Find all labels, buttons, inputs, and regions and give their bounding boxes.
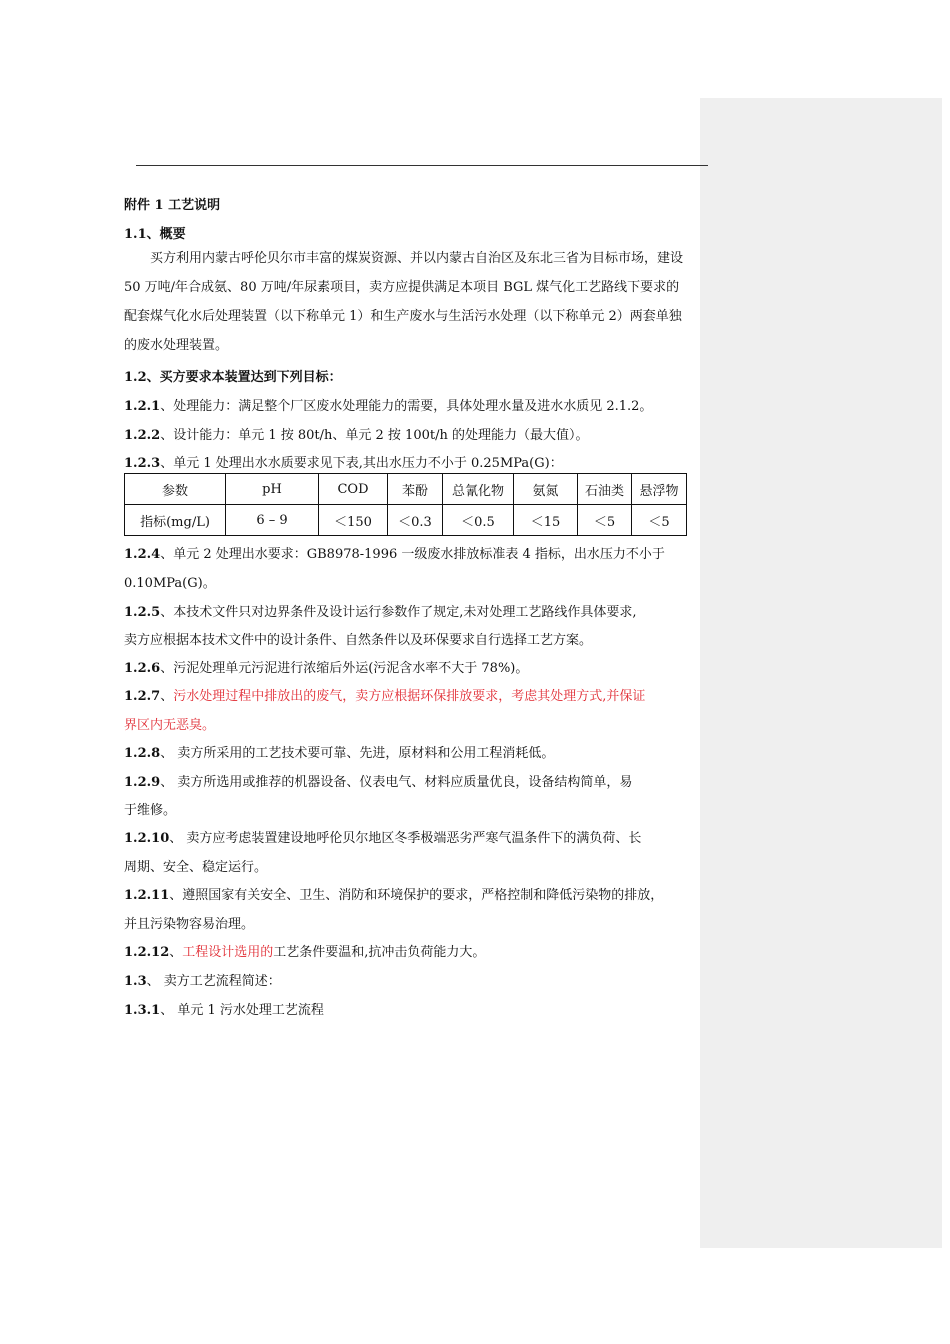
table-header-cell: 石油类 — [578, 474, 632, 505]
item-number: 1.2.12 — [124, 945, 170, 960]
item-number: 1.2.6 — [124, 661, 161, 676]
table-header-cell: 苯酚 — [388, 474, 443, 505]
table-cell: ＜15 — [514, 505, 578, 536]
section-1-3-1 — [124, 999, 324, 1018]
item-1-2-5-cont: 卖方应根据本技术文件中的设计条件、自然条件以及环保要求自行选择工艺方案。 — [124, 633, 593, 648]
item-1-2-11-cont: 并且污染物容易治理。 — [124, 917, 255, 932]
item-1-2-7-cont: 界区内无恶臭。 — [124, 718, 216, 733]
table-header-cell: 氨氮 — [514, 474, 578, 505]
table-header-cell: 悬浮物 — [632, 474, 687, 505]
table-header-cell: 参数 — [125, 474, 226, 505]
item-text: 、处理能力：满足整个厂区废水处理能力的需要，具体处理水量及进水水质见 2.1.2。 — [160, 399, 653, 414]
item-1-2-4-cont: 0.10MPa(G)。 — [124, 576, 216, 591]
item-number: 1.2.9 — [124, 775, 161, 790]
item-text: 工艺条件要温和,抗冲击负荷能力大。 — [273, 945, 486, 960]
section-number: 1.3 — [124, 974, 147, 989]
item-separator: 、 — [169, 945, 183, 960]
table-header-cell: 总氰化物 — [443, 474, 514, 505]
table-cell: ＜5 — [578, 505, 632, 536]
item-1-2-8 — [124, 742, 554, 761]
item-text: 、设计能力：单元 1 按 80t/h、单元 2 按 100t/h 的处理能力（最大值）。 — [160, 428, 589, 443]
table-cell: 6 – 9 — [226, 505, 319, 536]
section-1-3 — [124, 970, 281, 989]
item-number: 1.2.8 — [124, 746, 161, 761]
item-1-2-4 — [124, 543, 665, 562]
table-cell: ＜5 — [632, 505, 687, 536]
item-text: 、单元 2 处理出水要求：GB8978-1996 一级废水排放标准表 4 指标，出水压力不小于 — [160, 547, 665, 562]
item-number: 1.2.4 — [124, 547, 161, 562]
item-text-highlight: 污水处理过程中排放出的废气，卖方应根据环保排放要求，考虑其处理方式,并保证 — [173, 689, 646, 704]
table-header-cell: pH — [226, 474, 319, 505]
section-text: 、 单元 1 污水处理工艺流程 — [160, 1003, 324, 1018]
item-text: 、 卖方所选用或推荐的机器设备、仪表电气、材料应质量优良，设备结构简单，易 — [160, 775, 633, 790]
item-1-2-9-cont: 于维修。 — [124, 803, 177, 818]
item-number: 1.2.10 — [124, 831, 170, 846]
item-number: 1.2.3 — [124, 456, 161, 471]
table-row — [125, 505, 687, 536]
item-text: 、单元 1 处理出水水质要求见下表,其出水压力不小于 0.25MPa(G)： — [160, 456, 563, 471]
table-header-row — [125, 474, 687, 505]
item-number: 1.2.11 — [124, 888, 170, 903]
table-cell: ＜0.5 — [443, 505, 514, 536]
item-1-2-2 — [124, 424, 588, 443]
table-header-cell: COD — [319, 474, 388, 505]
section-number: 1.3.1 — [124, 1003, 161, 1018]
item-text: 、 卖方应考虑装置建设地呼伦贝尔地区冬季极端恶劣严寒气温条件下的满负荷、长 — [169, 831, 642, 846]
comment-pane — [700, 98, 942, 1248]
item-1-2-12 — [124, 941, 485, 960]
item-1-2-10-cont: 周期、安全、稳定运行。 — [124, 860, 268, 875]
section-1-2-heading: 1.2、买方要求本装置达到下列目标： — [124, 370, 342, 385]
item-text: 、 卖方所采用的工艺技术要可靠、先进，原材料和公用工程消耗低。 — [160, 746, 555, 761]
item-text: 、污泥处理单元污泥进行浓缩后外运(污泥含水率不大于 78%)。 — [160, 661, 529, 676]
item-1-2-6 — [124, 657, 528, 676]
section-1-1-heading: 1.1、概要 — [124, 227, 186, 242]
item-number: 1.2.1 — [124, 399, 161, 414]
item-text-highlight: 工程设计选用的 — [182, 945, 274, 960]
item-1-2-7 — [124, 685, 645, 704]
document-title: 附件 1 工艺说明 — [124, 198, 221, 213]
water-quality-table — [124, 473, 687, 536]
item-number: 1.2.5 — [124, 605, 161, 620]
item-number: 1.2.7 — [124, 689, 161, 704]
item-1-2-11 — [124, 884, 663, 903]
item-1-2-5 — [124, 601, 636, 620]
section-text: 、 卖方工艺流程简述： — [146, 974, 281, 989]
item-1-2-1 — [124, 395, 652, 414]
item-1-2-3 — [124, 452, 563, 471]
item-text: 、遵照国家有关安全、卫生、消防和环境保护的要求，严格控制和降低污染物的排放， — [169, 888, 664, 903]
table-cell: ＜150 — [319, 505, 388, 536]
item-number: 1.2.2 — [124, 428, 161, 443]
item-text: 、本技术文件只对边界条件及设计运行参数作了规定,未对处理工艺路线作具体要求, — [160, 605, 637, 620]
table-cell: ＜0.3 — [388, 505, 443, 536]
header-rule — [136, 165, 708, 166]
item-1-2-10 — [124, 827, 641, 846]
item-separator: 、 — [160, 689, 174, 704]
table-cell: 指标(mg/L) — [125, 505, 226, 536]
section-1-1-body: 买方利用内蒙古呼伦贝尔市丰富的煤炭资源、并以内蒙古自治区及东北三省为目标市场，建设 50 万吨/年合成氨、80 万吨/年尿素项目，卖方应提供满足本项目 BGL 煤气化工艺路线下要求的配套煤气化水后处理装置（以下称单元 1）和生产废水与生活污水处理（以下称单元 2）两套单独的废水处理装置。 — [124, 251, 684, 353]
item-1-2-9 — [124, 771, 632, 790]
